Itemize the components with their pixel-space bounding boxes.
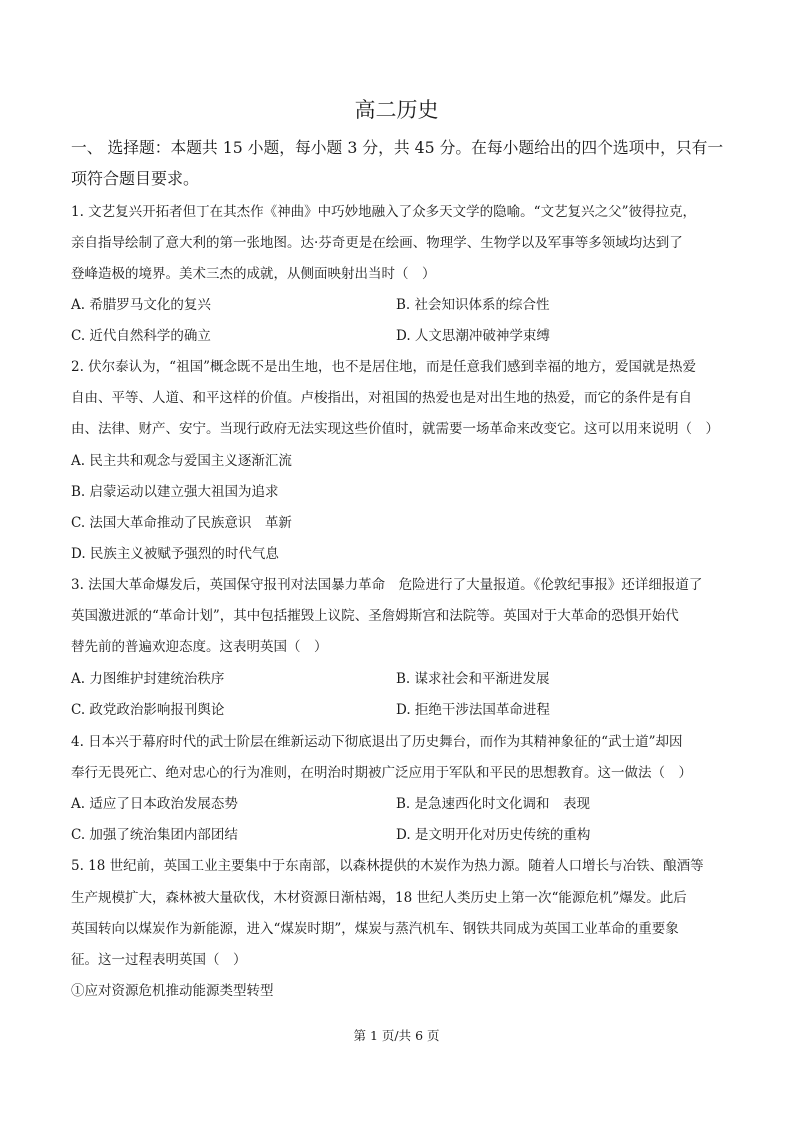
option-b: B. 是急速西化时文化调和 表现 [396, 796, 591, 812]
option-a: A. 民主共和观念与爱国主义逐渐汇流 [71, 453, 292, 469]
page-title: 高二历史 [354, 98, 439, 122]
option-a: A. 适应了日本政治发展态势 [71, 796, 238, 812]
option-b: B. 谋求社会和平渐进发展 [396, 671, 550, 687]
question-text-line: 2. 伏尔泰认为，“祖国”概念既不是出生地，也不是居住地，而是任意我们感到幸福的地方，爱国就是热爱 [71, 359, 696, 375]
question-text-line: 由、法律、财产、安宁。当现行政府无法实现这些价值时，就需要一场革命来改变它。这可以用来说明（ ） [71, 421, 719, 437]
question-text-line: 征。这一过程表明英国（ ） [71, 952, 247, 968]
option-c: C. 加强了统治集团内部团结 [71, 827, 238, 843]
section-heading-line-2: 项符合题目要求。 [71, 169, 200, 188]
option-d: D. 民族主义被赋予强烈的时代气息 [71, 546, 279, 562]
question-text-line: 生产规模扩大，森林被大量砍伐，木材资源日渐枯竭，18 世纪人类历史上第一次“能源危机”爆发。此后 [71, 890, 687, 906]
question-text-line: 替先前的普遍欢迎态度。这表明英国（ ） [71, 639, 328, 655]
option-b: B. 启蒙运动以建立强大祖国为追求 [71, 484, 279, 500]
page-footer: 第 1 页/共 6 页 [353, 1028, 440, 1043]
question-text-line: 自由、平等、人道、和平这样的价值。卢梭指出，对祖国的热爱也是对出生地的热爱，而它的条件是有自 [71, 390, 692, 406]
option-d: D. 是文明开化对历史传统的重构 [396, 827, 591, 843]
option-c: C. 近代自然科学的确立 [71, 328, 211, 344]
option-a: A. 希腊罗马文化的复兴 [71, 297, 211, 313]
question-text-line: 奉行无畏死亡、绝对忠心的行为准则，在明治时期被广泛应用于军队和平民的思想教育。这一做法（ ） [71, 765, 692, 781]
option-a: A. 力图维护封建统治秩序 [71, 671, 225, 687]
question-text-line: 英国激进派的“革命计划”，其中包括摧毁上议院、圣詹姆斯宫和法院等。英国对于大革命的恐惧开始代 [71, 608, 679, 624]
question-text-line: 1. 文艺复兴开拓者但丁在其杰作《神曲》中巧妙地融入了众多天文学的隐喻。“文艺复兴之父”彼得拉克， [71, 204, 696, 220]
question-text-line: 登峰造极的境界。美术三杰的成就，从侧面映射出当时（ ） [71, 266, 436, 282]
section-heading-line-1: 一、 选择题：本题共 15 小题，每小题 3 分，共 45 分。在每小题给出的四个选项中，只有一 [71, 138, 724, 157]
question-text-line: 英国转向以煤炭作为新能源，进入“煤炭时期”，煤炭与蒸汽机车、钢铁共同成为英国工业革命的重要象 [71, 921, 679, 937]
option-b: B. 社会知识体系的综合性 [396, 297, 550, 313]
statement-1: ①应对资源危机推动能源类型转型 [71, 983, 274, 999]
question-text-line: 3. 法国大革命爆发后，英国保守报刊对法国暴力革命 危险进行了大量报道。《伦敦纪事报》还详细报道了 [71, 577, 703, 593]
question-text-line: 4. 日本兴于幕府时代的武士阶层在维新运动下彻底退出了历史舞台，而作为其精神象征的“武士道”却因 [71, 734, 683, 750]
option-d: D. 拒绝干涉法国革命进程 [396, 702, 550, 718]
option-c: C. 法国大革命推动了民族意识 革新 [71, 515, 292, 531]
option-d: D. 人文思潮冲破神学束缚 [396, 328, 550, 344]
question-text-line: 亲自指导绘制了意大利的第一张地图。达·芬奇更是在绘画、物理学、生物学以及军事等多领域均达到了 [71, 235, 683, 251]
option-c: C. 政党政治影响报刊舆论 [71, 702, 225, 718]
question-text-line: 5. 18 世纪前，英国工业主要集中于东南部，以森林提供的木炭作为热力源。随着人口增长与冶铁、酿酒等 [71, 858, 704, 874]
